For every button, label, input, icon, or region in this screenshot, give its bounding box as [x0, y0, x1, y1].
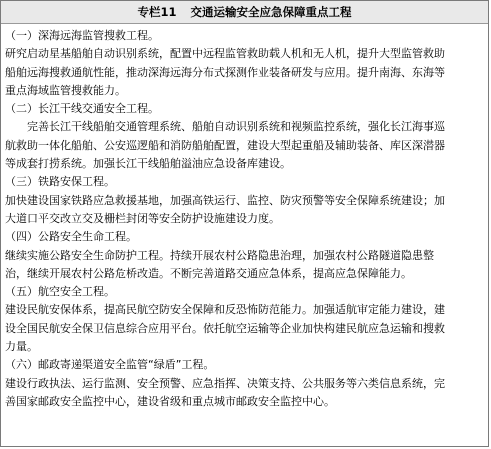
section-text-line: 航救助一体化船舶、公安巡逻船和消防船舶配置，建设大型起重船及辅助装备、库区深潜器	[5, 138, 445, 152]
section-text-line: 加快建设国家铁路应急救援基地，加强高铁运行、监控、防灾预警等安全保障系统建设；加	[5, 193, 445, 207]
section-text-line: 设全国民航安全保卫信息综合应用平台。依托航空运输等企业加快构建民航应急运输和搜救	[5, 321, 445, 335]
section-heading: （三）铁路安保工程。	[5, 175, 115, 189]
section-text-line: 等成套打捞系统。加强长江干线船舶溢油应急设备库建设。	[5, 157, 291, 171]
section-4	[5, 228, 486, 283]
section-heading: （一）深海远海监管搜救工程。	[5, 29, 159, 42]
section-heading: （六）邮政寄递渠道安全监管“绿盾”工程。	[5, 358, 215, 372]
section-text-line: 大道口平交改立交及栅栏封闭等安全防护设施建设力度。	[5, 211, 280, 225]
box-content	[5, 27, 486, 411]
section-1	[5, 27, 486, 100]
section-text-line: 船舶远海搜救通航性能，推动深海远海分布式探测作业装备研发与应用。提升南海、东海等	[5, 65, 445, 79]
box-title-bar	[1, 1, 488, 24]
box-title: 交通运输安全应急保障重点工程	[190, 5, 352, 19]
section-text-line: 继续实施公路安全生命防护工程。持续开展农村公路隐患治理，加强农村公路隧道隐患整	[5, 248, 434, 262]
section-text-line: 研究启动星基船舶自动识别系统，配置中远程监管救助载人机和无人机，提升大型监管救助	[5, 47, 445, 61]
section-heading: （五）航空安全工程。	[5, 285, 115, 299]
box-label: 专栏11	[137, 5, 177, 19]
section-3	[5, 173, 486, 228]
section-text-line: 力量。	[5, 340, 38, 354]
section-5	[5, 283, 486, 356]
section-heading: （二）长江干线交通安全工程。	[5, 102, 159, 116]
section-text-line: 建设行政执法、运行监测、安全预警、应急指挥、决策支持、公共服务等六类信息系统，完	[5, 376, 445, 390]
section-6	[5, 356, 486, 411]
section-heading: （四）公路安全生命工程。	[5, 230, 137, 244]
section-text-line: 完善长江干线船舶交通管理系统、船舶自动识别系统和视频监控系统，强化长江海事巡	[27, 120, 445, 134]
section-text-line: 重点海域监管搜救能力。	[5, 83, 126, 97]
section-2	[5, 100, 486, 173]
section-text-line: 治，继续开展农村公路危桥改造。不断完善道路交通应急体系，提高应急保障能力。	[5, 266, 412, 280]
section-text-line: 善国家邮政安全监控中心，建设省级和重点城市邮政安全监控中心。	[5, 394, 335, 408]
section-text-line: 建设民航安保体系，提高民航空防安全保障和反恐怖防范能力。加强适航审定能力建设，建	[5, 303, 445, 317]
